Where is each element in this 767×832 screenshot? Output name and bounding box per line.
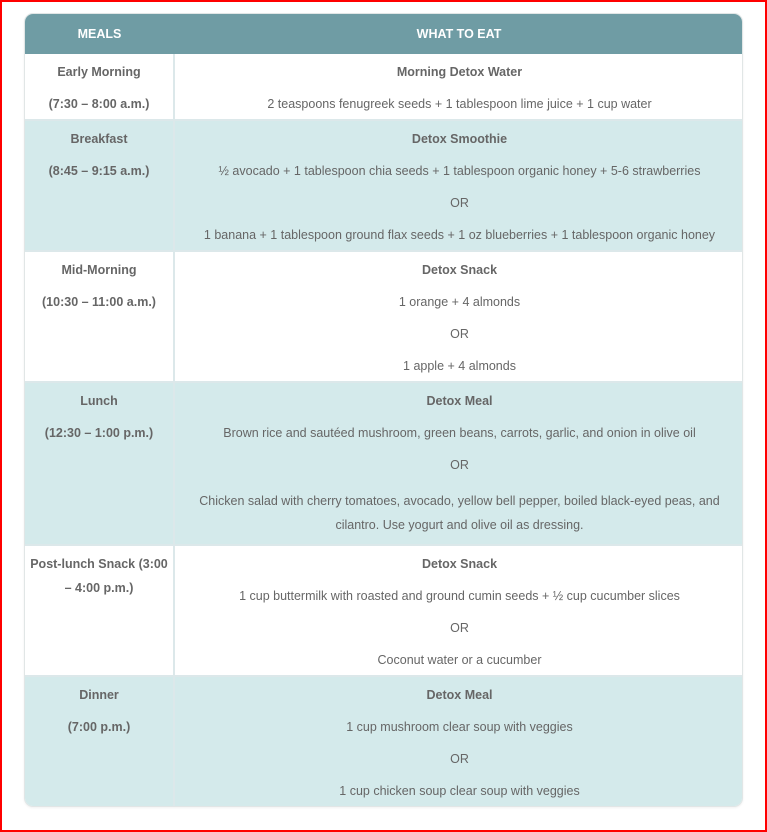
table-row <box>25 251 743 382</box>
meal-name: Mid-Morning <box>61 263 137 277</box>
food-item: Chicken salad with cherry tomatoes, avocado, yellow bell pepper, boiled black-eyed peas, and cilantro. Use yogurt and olive oil as dressing. <box>199 494 720 532</box>
food-cell <box>174 676 743 806</box>
meal-cell <box>25 382 174 545</box>
header-meals: MEALS <box>25 14 174 54</box>
meal-name: Breakfast <box>70 132 128 146</box>
meal-name: Post-lunch Snack (3:00 <box>30 557 168 571</box>
meal-name: Early Morning <box>57 65 141 79</box>
meal-time: (8:45 – 9:15 a.m.) <box>48 164 150 178</box>
meal-time: (7:00 p.m.) <box>67 720 131 734</box>
meal-cell <box>25 251 174 382</box>
food-cell <box>174 251 743 382</box>
food-or-separator: OR <box>450 458 469 472</box>
food-title: Detox Meal <box>426 688 493 702</box>
food-or-separator: OR <box>450 752 469 766</box>
meal-cell <box>25 54 174 120</box>
food-cell <box>174 545 743 676</box>
header-what-to-eat: WHAT TO EAT <box>174 14 743 54</box>
food-item: 1 cup chicken soup clear soup with veggies <box>339 784 580 798</box>
meal-plan-table <box>24 13 743 807</box>
meal-time: (7:30 – 8:00 a.m.) <box>48 97 150 111</box>
table-row <box>25 54 743 120</box>
food-title: Detox Meal <box>426 394 493 408</box>
food-title: Detox Snack <box>421 263 498 277</box>
food-item: Coconut water or a cucumber <box>377 653 542 667</box>
food-cell <box>174 120 743 251</box>
food-item: Brown rice and sautéed mushroom, green beans, carrots, garlic, and onion in olive oil <box>223 426 696 440</box>
food-title: Detox Snack <box>421 557 498 571</box>
meal-name: Lunch <box>80 394 118 408</box>
table-row <box>25 382 743 545</box>
food-or-separator: OR <box>450 196 469 210</box>
food-item: 1 orange + 4 almonds <box>398 295 521 309</box>
meal-name: Dinner <box>79 688 119 702</box>
food-title: Detox Smoothie <box>411 132 508 146</box>
meal-time: – 4:00 p.m.) <box>64 581 134 595</box>
food-item: 1 cup buttermilk with roasted and ground cumin seeds + ½ cup cucumber slices <box>239 589 680 603</box>
food-item: ½ avocado + 1 tablespoon chia seeds + 1 tablespoon organic honey + 5-6 strawberries <box>218 164 701 178</box>
table-row <box>25 545 743 676</box>
meal-cell <box>25 120 174 251</box>
meal-time: (12:30 – 1:00 p.m.) <box>44 426 154 440</box>
food-item: 1 apple + 4 almonds <box>403 359 516 373</box>
table-row <box>25 676 743 806</box>
meal-cell <box>25 676 174 806</box>
food-item: 1 banana + 1 tablespoon ground flax seeds + 1 oz blueberries + 1 tablespoon organic honey <box>203 228 716 242</box>
table-header <box>25 14 743 54</box>
food-or-separator: OR <box>450 327 469 341</box>
food-title: Morning Detox Water <box>396 65 523 79</box>
food-cell <box>174 54 743 120</box>
meal-time: (10:30 – 11:00 a.m.) <box>42 295 156 309</box>
food-item: 2 teaspoons fenugreek seeds + 1 tablespoon lime juice + 1 cup water <box>267 97 652 111</box>
food-or-separator: OR <box>450 621 469 635</box>
table-row <box>25 120 743 251</box>
food-item: 1 cup mushroom clear soup with veggies <box>346 720 573 734</box>
food-cell <box>174 382 743 545</box>
meal-cell <box>25 545 174 676</box>
